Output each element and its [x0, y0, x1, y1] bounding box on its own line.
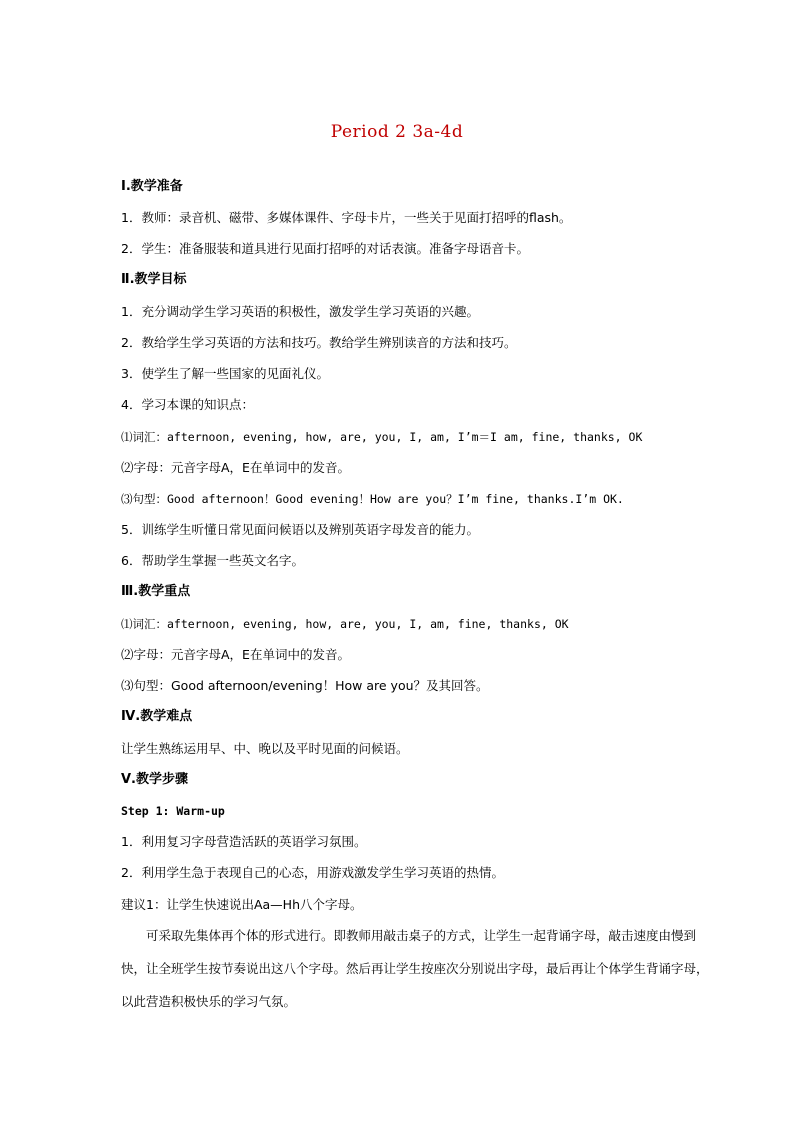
section-heading-key-points: Ⅲ.教学重点: [121, 584, 191, 599]
list-item: ⑶句型：Good afternoon！Good evening！How are you？I’m fine, thanks.I’m OK.: [121, 492, 624, 506]
list-item: 1．教师：录音机、磁带、多媒体课件、字母卡片，一些关于见面打招呼的flash。: [121, 210, 572, 225]
list-item: ⑴词汇：afternoon, evening, how, are, you, I, am, I’m＝I am, fine, thanks, OK: [121, 430, 643, 444]
list-item: 4．学习本课的知识点：: [121, 397, 254, 412]
list-item: 1．利用复习字母营造活跃的英语学习氛围。: [121, 834, 367, 849]
list-item: 2．利用学生急于表现自己的心态，用游戏激发学生学习英语的热情。: [121, 865, 504, 880]
list-item: 1．充分调动学生学习英语的积极性，激发学生学习英语的兴趣。: [121, 304, 479, 319]
list-item: 2．教给学生学习英语的方法和技巧。教给学生辨别读音的方法和技巧。: [121, 335, 517, 350]
step-heading: Step 1: Warm-up: [121, 804, 225, 818]
section-heading-difficulties: Ⅳ.教学难点: [121, 709, 193, 724]
list-item: ⑵字母：元音字母A，E在单词中的发音。: [121, 460, 350, 475]
list-item: 3．使学生了解一些国家的见面礼仪。: [121, 366, 329, 381]
section-heading-steps: Ⅴ.教学步骤: [121, 772, 188, 787]
suggestion-text: 建议1：让学生快速说出Aa—Hh八个字母。: [121, 897, 363, 912]
list-item: ⑶句型：Good afternoon/evening！How are you？及其回答。: [121, 678, 489, 693]
list-item: ⑴词汇：afternoon, evening, how, are, you, I, am, fine, thanks, OK: [121, 617, 569, 631]
section-heading-preparation: Ⅰ.教学准备: [121, 179, 183, 194]
list-item: 6．帮助学生掌握一些英文名字。: [121, 553, 304, 568]
document-title: Period 2 3a-4d: [330, 122, 464, 142]
list-item: 2．学生：准备服装和道具进行见面打招呼的对话表演。准备字母语音卡。: [121, 241, 529, 256]
body-text: 让学生熟练运用早、中、晚以及平时见面的问候语。: [121, 741, 409, 756]
list-item: ⑵字母：元音字母A，E在单词中的发音。: [121, 647, 350, 662]
list-item: 5．训练学生听懂日常见面问候语以及辨别英语字母发音的能力。: [121, 522, 479, 537]
section-heading-objectives: Ⅱ.教学目标: [121, 272, 187, 287]
body-paragraph: 可采取先集体再个体的形式进行。即教师用敲击桌子的方式，让学生一起背诵字母，敲击速度由慢到快，让全班学生按节奏说出这八个字母。然后再让学生按座次分别说出字母，最后再让个体学生背诵字母，以此营造积极快乐的学习气氛。: [121, 928, 709, 1009]
